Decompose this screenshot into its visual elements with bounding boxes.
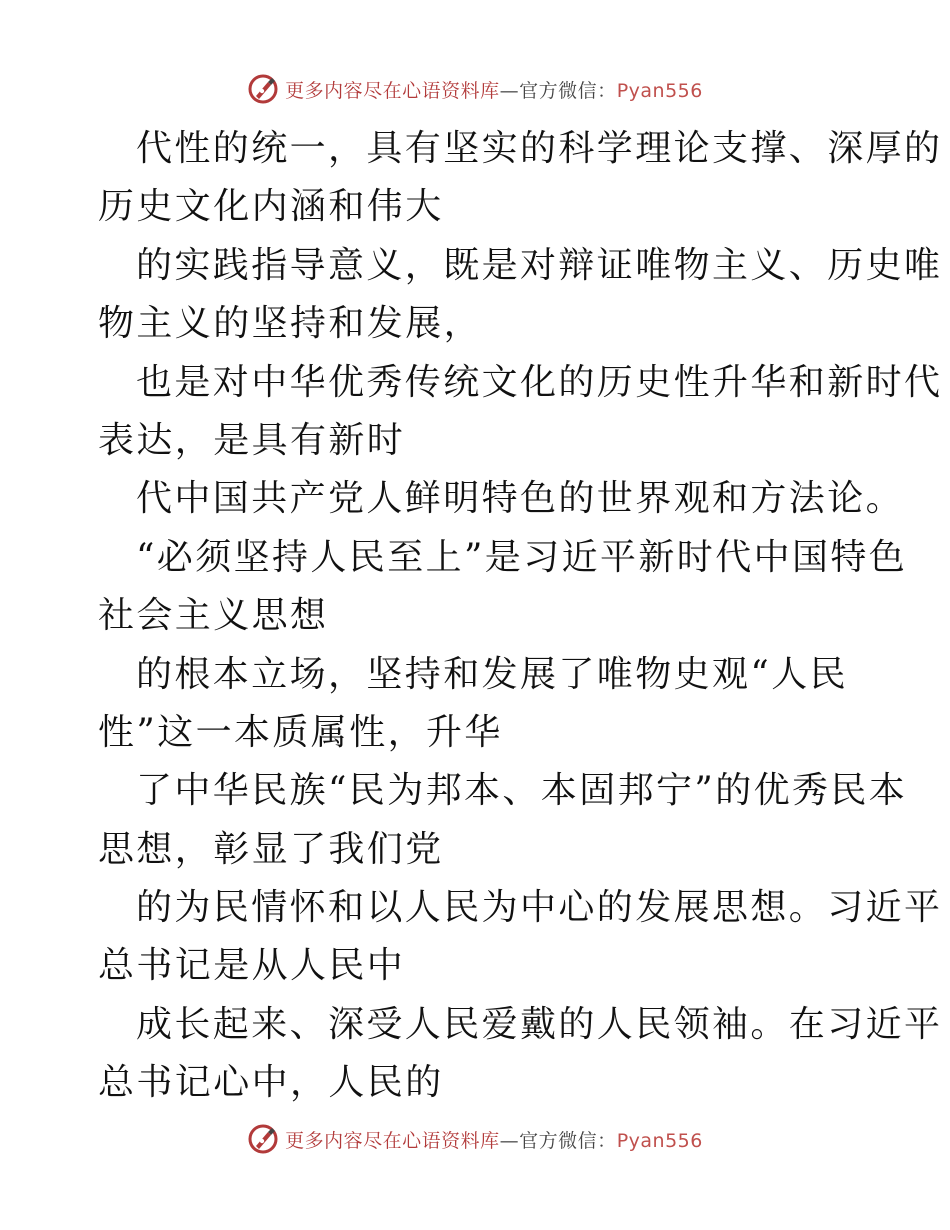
watermark-wechat-id: Pyan556 <box>616 79 703 102</box>
watermark-dash: — <box>499 79 520 102</box>
text-line: 也是对中华优秀传统文化的历史性升华和新时代 <box>136 361 943 403</box>
footer-watermark <box>0 1121 950 1157</box>
text-line: 思想，彰显了我们党 <box>98 828 444 870</box>
text-line: “必须坚持人民至上”是习近平新时代中国特色 <box>136 536 908 578</box>
watermark-dash: — <box>499 1129 520 1152</box>
text-line: 社会主义思想 <box>98 595 329 637</box>
watermark-wechat-id: Pyan556 <box>616 1129 703 1152</box>
text-line: 总书记心中，人民的 <box>98 1062 444 1104</box>
watermark-official-label: 官方微信： <box>519 79 617 102</box>
watermark-official-label: 官方微信： <box>519 1129 617 1152</box>
text-line: 成长起来、深受人民爱戴的人民领袖。在习近平 <box>136 1003 943 1045</box>
text-line: 的根本立场，坚持和发展了唯物史观“人民 <box>136 653 849 695</box>
text-line: 表达，是具有新时 <box>98 419 406 461</box>
text-line: 性”这一本质属性，升华 <box>98 711 503 753</box>
watermark-brand: 更多内容尽在心语资料库 <box>285 79 500 102</box>
text-line: 代性的统一，具有坚实的科学理论支撑、深厚的 <box>136 128 943 169</box>
header-watermark <box>0 71 950 107</box>
text-line: 了中华民族“民为邦本、本固邦宁”的优秀民本 <box>136 770 908 812</box>
text-line: 代中国共产党人鲜明特色的世界观和方法论。 <box>136 478 905 520</box>
text-line: 的实践指导意义，既是对辩证唯物主义、历史唯 <box>136 244 943 286</box>
watermark-text <box>285 1126 703 1153</box>
text-line: 物主义的坚持和发展， <box>98 303 483 345</box>
text-line: 历史文化内涵和伟大 <box>98 186 444 228</box>
seal-pen-icon <box>247 73 279 105</box>
text-line: 总书记是从人民中 <box>98 945 406 987</box>
text-line: 的为民情怀和以人民为中心的发展思想。习近平 <box>136 887 943 929</box>
watermark-brand: 更多内容尽在心语资料库 <box>285 1129 500 1152</box>
watermark-text <box>285 76 703 103</box>
document-body <box>98 120 943 1113</box>
seal-pen-icon <box>247 1123 279 1155</box>
